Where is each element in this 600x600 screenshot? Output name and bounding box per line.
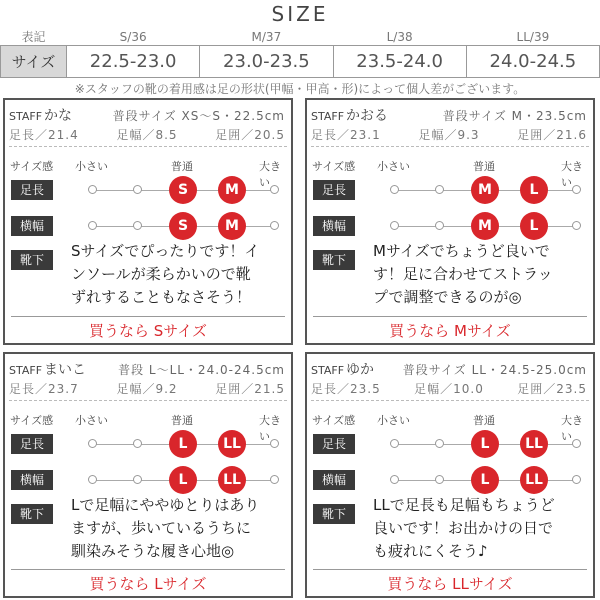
- comment-line: プで調整できるのが◎: [373, 288, 522, 306]
- usual-size: 普段サイズ LL・24.5-25.0cm: [402, 363, 587, 377]
- row-label-width: 横幅: [11, 470, 53, 490]
- size-mark: L: [520, 176, 548, 204]
- comment-line: Sサイズでぴったりです！イ: [71, 242, 260, 260]
- staff-name: かおる: [346, 108, 389, 124]
- measure-value: 足長／23.5: [311, 382, 381, 396]
- scale-dot: [390, 475, 399, 484]
- size-mark: L: [471, 466, 499, 494]
- scale-title: サイズ感: [312, 160, 356, 173]
- scale-dot: [572, 185, 581, 194]
- scale-small: 小さい: [75, 160, 108, 173]
- scale-dot: [133, 439, 142, 448]
- fit-note: ※スタッフの靴の着用感は足の形状(甲幅・甲高・形)によって個人差がございます。: [74, 82, 526, 96]
- row-label-fit: 靴下: [313, 250, 355, 270]
- staff-comment: [71, 240, 285, 309]
- size-mark: LL: [520, 430, 548, 458]
- scale-header: [307, 412, 593, 443]
- scale-dot: [88, 221, 97, 230]
- size-verdict: 買うなら Mサイズ: [389, 322, 511, 340]
- scale-header: [5, 158, 291, 189]
- measure-value: 足囲／20.5: [215, 128, 285, 142]
- scale-dot: [435, 221, 444, 230]
- scale-normal: 普通: [171, 160, 193, 173]
- scale-title: サイズ感: [312, 414, 356, 427]
- comment-line: す！足に合わせてストラッ: [373, 265, 553, 283]
- row-label-length: 足長: [313, 434, 355, 454]
- scale-dot: [88, 475, 97, 484]
- scale-normal: 普通: [171, 414, 193, 427]
- staff-tag: STAFF: [9, 364, 43, 377]
- scale-header: [307, 158, 593, 189]
- measure-value: 足囲／21.5: [215, 382, 285, 396]
- staff-name: かな: [44, 108, 73, 124]
- measure-value: 足囲／23.5: [517, 382, 587, 396]
- size-mark: S: [169, 212, 197, 240]
- divider: [9, 400, 287, 401]
- size-cell: 22.5-23.0: [67, 46, 200, 78]
- measure-value: 足長／23.7: [9, 382, 79, 396]
- size-mark: L: [520, 212, 548, 240]
- foot-measures: [311, 126, 587, 143]
- foot-measures: [311, 380, 587, 397]
- scale-normal: 普通: [473, 160, 495, 173]
- size-cell: 23.5-24.0: [333, 46, 466, 78]
- scale-normal: 普通: [473, 414, 495, 427]
- staff-header: [9, 359, 285, 379]
- staff-header: [311, 359, 587, 379]
- scale-dot: [270, 439, 279, 448]
- staff-card: [305, 352, 595, 598]
- size-mark: S: [169, 176, 197, 204]
- row-label-fit: 靴下: [11, 250, 53, 270]
- scale-dot: [133, 221, 142, 230]
- measure-value: 足長／23.1: [311, 128, 381, 142]
- size-mark: L: [169, 430, 197, 458]
- header-cell: LL/39: [516, 29, 550, 44]
- scale-dot: [572, 221, 581, 230]
- comment-line: ンソールが柔らかいので靴: [71, 265, 251, 283]
- scale-big: 大きい: [561, 414, 583, 443]
- comment-line: 馴染みそうな履き心地◎: [71, 542, 235, 560]
- staff-tag: STAFF: [311, 364, 345, 377]
- staff-tag: STAFF: [311, 110, 345, 123]
- scale-dot: [435, 439, 444, 448]
- measure-value: 足幅／8.5: [116, 128, 178, 142]
- comment-line: ずれすることもなさそう！: [71, 288, 252, 306]
- measure-value: 足囲／21.6: [517, 128, 587, 142]
- measure-value: 足幅／9.3: [418, 128, 480, 142]
- header-cell: S/36: [119, 29, 147, 44]
- divider: [11, 316, 285, 317]
- scale-dot: [435, 185, 444, 194]
- scale-dot: [390, 185, 399, 194]
- staff-name: ゆか: [346, 362, 375, 378]
- comment-line: Lで足幅にややゆとりはあり: [71, 496, 260, 514]
- size-mark: L: [169, 466, 197, 494]
- scale-title: サイズ感: [10, 160, 54, 173]
- header-cell: M/37: [251, 29, 282, 44]
- scale-dot: [88, 185, 97, 194]
- size-table-row: [1, 46, 600, 78]
- row-label-width: 横幅: [313, 470, 355, 490]
- scale-header: [5, 412, 291, 443]
- size-mark: LL: [218, 430, 246, 458]
- staff-card: [3, 352, 293, 598]
- staff-comment: [373, 240, 587, 309]
- measure-value: 足幅／9.2: [116, 382, 178, 396]
- foot-measures: [9, 380, 285, 397]
- staff-card: [305, 98, 595, 345]
- scale-big: 大きい: [259, 414, 281, 443]
- size-mark: M: [471, 176, 499, 204]
- size-cell: 23.0-23.5: [200, 46, 333, 78]
- row-label-fit: 靴下: [11, 504, 53, 524]
- staff-comment: [71, 494, 285, 563]
- size-mark: M: [471, 212, 499, 240]
- row-label-length: 足長: [313, 180, 355, 200]
- comment-line: LLで足長も足幅もちょうど: [373, 496, 555, 514]
- divider: [313, 316, 587, 317]
- scale-small: 小さい: [377, 160, 410, 173]
- staff-card: [3, 98, 293, 345]
- scale-dot: [390, 439, 399, 448]
- staff-header: [9, 105, 285, 125]
- foot-measures: [9, 126, 285, 143]
- usual-size: 普段サイズ XS〜S・22.5cm: [112, 109, 285, 123]
- comment-line: ますが、歩いているうちに: [71, 519, 252, 537]
- header-cell: 表記: [21, 30, 46, 44]
- header-cell: L/38: [386, 29, 413, 44]
- scale-dot: [270, 221, 279, 230]
- size-mark: M: [218, 212, 246, 240]
- row-label-fit: 靴下: [313, 504, 355, 524]
- scale-dot: [270, 185, 279, 194]
- row-label-width: 横幅: [313, 216, 355, 236]
- comment-line: も疲れにくそう♪: [373, 542, 488, 560]
- size-verdict: 買うなら Sサイズ: [88, 322, 208, 340]
- staff-header: [311, 105, 587, 125]
- usual-size: 普段 L〜LL・24.0-24.5cm: [118, 363, 285, 377]
- staff-comment: [373, 494, 587, 563]
- divider: [11, 569, 285, 570]
- scale-dot: [133, 185, 142, 194]
- usual-size: 普段サイズ M・23.5cm: [442, 109, 587, 123]
- row-label-length: 足長: [11, 180, 53, 200]
- size-mark: M: [218, 176, 246, 204]
- row-label: サイズ: [1, 46, 67, 78]
- size-verdict: 買うなら Lサイズ: [89, 575, 207, 593]
- scale-dot: [435, 475, 444, 484]
- scale-dot: [390, 221, 399, 230]
- scale-dot: [88, 439, 97, 448]
- page-title: SIZE: [271, 2, 329, 26]
- row-label-width: 横幅: [11, 216, 53, 236]
- size-mark: LL: [520, 466, 548, 494]
- scale-dot: [133, 475, 142, 484]
- divider: [9, 146, 287, 147]
- scale-dot: [572, 439, 581, 448]
- scale-big: 大きい: [561, 160, 583, 189]
- divider: [311, 146, 589, 147]
- size-mark: LL: [218, 466, 246, 494]
- staff-tag: STAFF: [9, 110, 43, 123]
- scale-dot: [270, 475, 279, 484]
- size-table-header: [1, 28, 600, 46]
- divider: [313, 569, 587, 570]
- scale-dot: [572, 475, 581, 484]
- measure-value: 足長／21.4: [9, 128, 79, 142]
- comment-line: Mサイズでちょうど良いで: [373, 242, 550, 260]
- size-verdict: 買うなら LLサイズ: [387, 575, 513, 593]
- size-cell: 24.0-24.5: [466, 46, 599, 78]
- divider: [311, 400, 589, 401]
- staff-name: まいこ: [44, 362, 87, 378]
- scale-title: サイズ感: [10, 414, 54, 427]
- size-mark: L: [471, 430, 499, 458]
- scale-big: 大きい: [259, 160, 281, 189]
- size-table: [0, 28, 600, 78]
- row-label-length: 足長: [11, 434, 53, 454]
- scale-small: 小さい: [75, 414, 108, 427]
- measure-value: 足幅／10.0: [414, 382, 484, 396]
- scale-small: 小さい: [377, 414, 410, 427]
- comment-line: 良いです！お出かけの日で: [373, 519, 554, 537]
